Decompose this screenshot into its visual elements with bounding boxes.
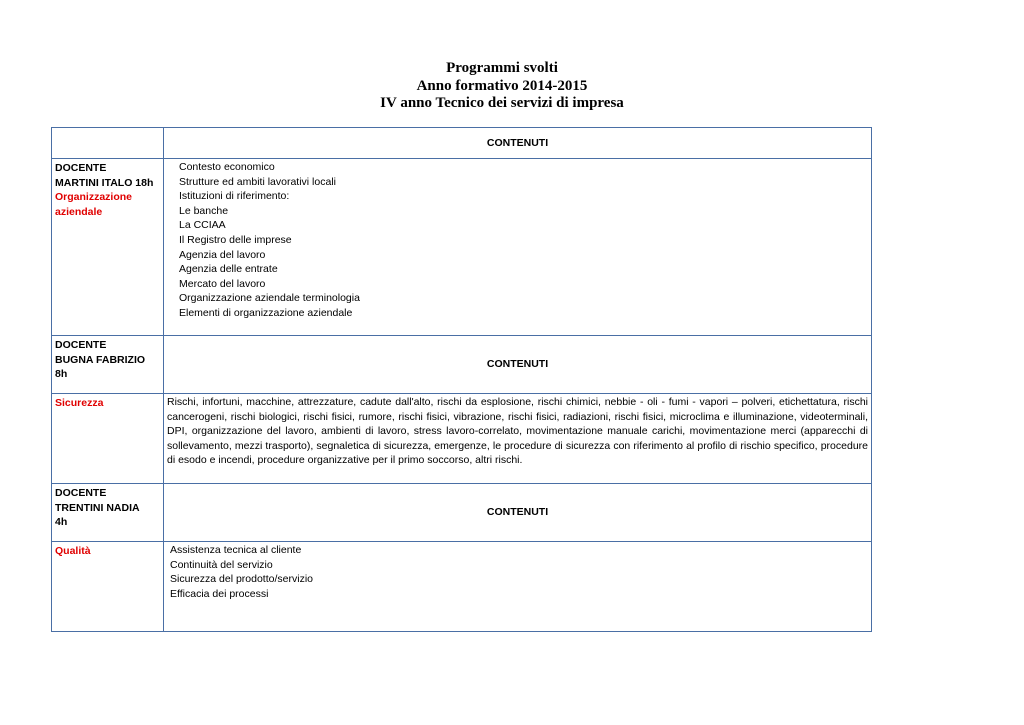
list-item: Contesto economico — [179, 161, 275, 173]
teacher-name: TRENTINI NADIA — [55, 501, 140, 514]
list-item: Continuità del servizio — [170, 558, 273, 571]
subject-label-cont: aziendale — [55, 205, 103, 218]
list-item: Sicurezza del prodotto/servizio — [170, 573, 313, 586]
teacher-name: BUGNA FABRIZIO — [55, 353, 146, 366]
list-item: La CCIAA — [179, 219, 226, 232]
list-item: Istituzioni di riferimento: — [179, 190, 290, 203]
teacher-cell-bugna — [52, 336, 164, 394]
subject-cell-qualita — [52, 542, 164, 632]
docente-label: DOCENTE — [55, 487, 107, 499]
table-header-row — [52, 128, 872, 159]
contenuti-heading: CONTENUTI — [164, 484, 872, 542]
teacher-name: MARTINI ITALO 18h — [55, 176, 154, 189]
contenuti-heading: CONTENUTI — [164, 336, 872, 394]
list-item: Agenzia delle entrate — [179, 263, 278, 276]
list-item: Le banche — [179, 204, 229, 217]
docente-label: DOCENTE — [55, 339, 107, 351]
list-item: Assistenza tecnica al cliente — [170, 544, 302, 556]
section-sicurezza-row — [52, 394, 872, 484]
teacher-cell-martini — [52, 159, 164, 336]
contents-paragraph: Rischi, infortuni, macchine, attrezzature, cadute dall'alto, rischi da esplosione, rischi chimici, nebbie - oli - fumi - vapori – polveri, etichettatura, rischi cancerogeni, rischi biologici, rischi fisici, rumore, rischi fisici, vibrazione, rischi fisici, radiazioni, rischi fisici, microclima e illuminazione, videoterminali, DPI, organizzazione del lavoro, ambienti di lavoro, stress lavoro-correlato, movimentazione manuale carichi, movimentazione merci (apparecchi di sollevamento, mezzi trasporto), segnaletica di sicurezza, emergenze, le procedure di sicurezza con riferimento al profilo di rischio specifico, procedure di esodo e incendi, procedure organizzative per il primo soccorso, altri rischi. — [167, 396, 868, 467]
header-title: Programmi svolti — [446, 60, 558, 76]
teacher-trentini-row — [52, 484, 872, 542]
subject-label: Organizzazione — [55, 191, 133, 204]
subject-label: Qualità — [55, 545, 91, 557]
contents-list — [167, 159, 868, 321]
list-item: Organizzazione aziendale terminologia — [179, 292, 360, 305]
subject-cell-sicurezza — [52, 394, 164, 484]
list-item: Efficacia dei processi — [170, 587, 269, 600]
list-item: Mercato del lavoro — [179, 277, 266, 290]
teacher-bugna-row — [52, 336, 872, 394]
teacher-hours: 8h — [55, 368, 68, 381]
contenuti-heading: CONTENUTI — [164, 128, 872, 159]
section-qualita-row — [52, 542, 872, 632]
list-item: Strutture ed ambiti lavorativi locali — [179, 175, 336, 188]
docente-label: DOCENTE — [55, 162, 107, 174]
contents-cell-qualita — [164, 542, 872, 632]
list-item: Il Registro delle imprese — [179, 233, 292, 246]
programs-table — [51, 127, 872, 632]
contents-cell-organizzazione — [164, 159, 872, 336]
subject-label: Sicurezza — [55, 397, 104, 409]
teacher-cell-trentini — [52, 484, 164, 542]
header-course: IV anno Tecnico dei servizi di impresa — [380, 95, 624, 111]
teacher-hours: 4h — [55, 516, 68, 529]
header-school-year: Anno formativo 2014-2015 — [416, 77, 588, 94]
contents-cell-sicurezza — [164, 394, 872, 484]
list-item: Agenzia del lavoro — [179, 248, 266, 261]
contents-list — [167, 542, 868, 601]
empty-header-cell — [52, 128, 164, 159]
section-organizzazione-row — [52, 159, 872, 336]
document-header — [0, 60, 1004, 113]
list-item: Elementi di organizzazione aziendale — [179, 306, 353, 319]
